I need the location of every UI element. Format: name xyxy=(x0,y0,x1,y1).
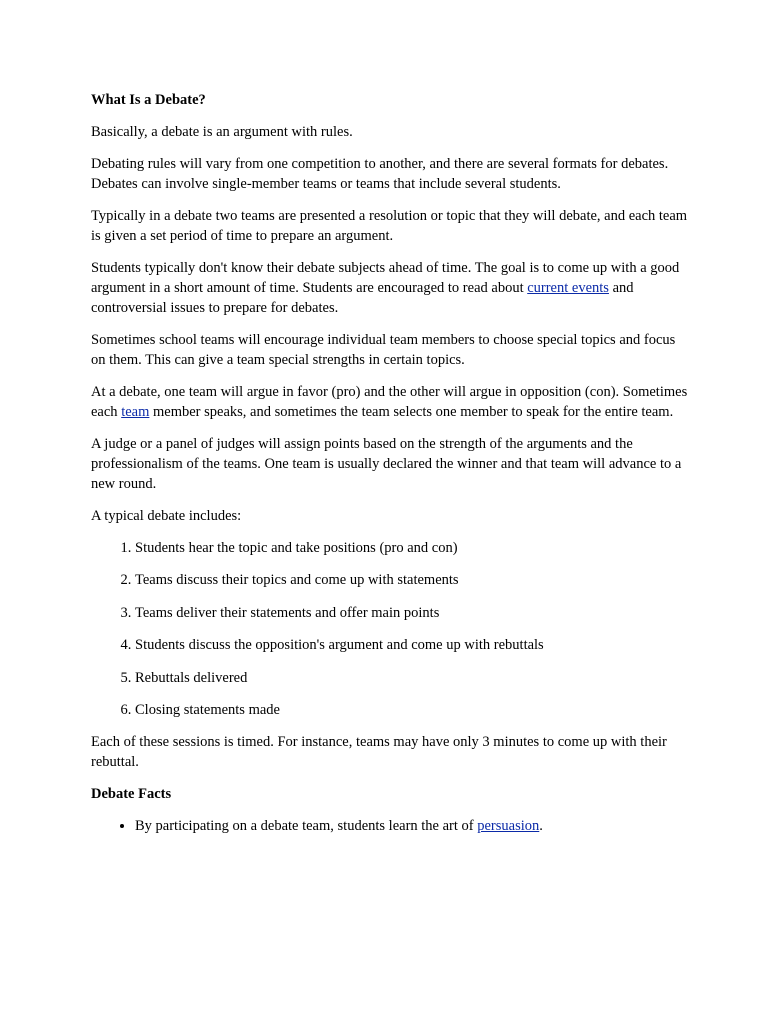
paragraph-9: Each of these sessions is timed. For instance, teams may have only 3 minutes to come up with their rebuttal. xyxy=(91,733,667,770)
paragraph-6 xyxy=(91,382,691,422)
paragraph-4-text-after: and controversial issues to prepare for debates. xyxy=(91,280,634,316)
fact-text-before: By participating on a debate team, students learn the art of xyxy=(135,817,478,834)
list-item: 1. Students hear the topic and take positions (pro and con) xyxy=(135,538,691,558)
fact-text-after: . xyxy=(539,817,543,834)
debate-steps-list xyxy=(91,538,691,720)
paragraph-3: Typically in a debate two teams are presented a resolution or topic that they will debate, and each team is given a set period of time to prepare an argument. xyxy=(91,208,688,244)
debate-facts-list xyxy=(91,816,691,836)
paragraph-6-text-before: At a debate, one team will argue in favor (pro) and the other will argue in opposition (con). Sometimes each xyxy=(91,384,688,420)
document-content xyxy=(91,90,691,836)
list-item: 4. Students discuss the opposition's argument and come up with rebuttals xyxy=(135,635,691,655)
paragraph-4-text-before: Students typically don't know their debate subjects ahead of time. The goal is to come up with a good argument in a short amount of time. Students are encouraged to read about xyxy=(91,260,680,296)
paragraph-2: Debating rules will vary from one competition to another, and there are several formats for debates. Debates can involve single-member teams or teams that include several students. xyxy=(91,156,669,192)
list-item: 6. Closing statements made xyxy=(135,700,691,720)
persuasion-link[interactable]: persuasion xyxy=(477,817,540,834)
list-item: 2. Teams discuss their topics and come up with statements xyxy=(135,570,691,590)
list-item: 5. Rebuttals delivered xyxy=(135,668,691,688)
heading-debate-facts: Debate Facts xyxy=(91,785,172,802)
paragraph-5: Sometimes school teams will encourage individual team members to choose special topics and focus on them. This can give a team special strengths in certain topics. xyxy=(91,332,676,368)
list-item: 3. Teams deliver their statements and offer main points xyxy=(135,603,691,623)
paragraph-6-text-after: member speaks, and sometimes the team selects one member to speak for the entire team. xyxy=(149,404,674,420)
heading-what-is-a-debate: What Is a Debate? xyxy=(91,92,206,108)
current-events-link[interactable]: current events xyxy=(527,280,609,296)
list-item xyxy=(135,816,691,836)
paragraph-1: Basically, a debate is an argument with rules. xyxy=(91,124,353,140)
paragraph-4 xyxy=(91,258,691,318)
team-link[interactable]: team xyxy=(121,404,150,420)
paragraph-8: A typical debate includes: xyxy=(91,508,242,524)
paragraph-7: A judge or a panel of judges will assign points based on the strength of the arguments and the professionalism of the teams. One team is usually declared the winner and that team will advance to a new round. xyxy=(91,436,682,492)
